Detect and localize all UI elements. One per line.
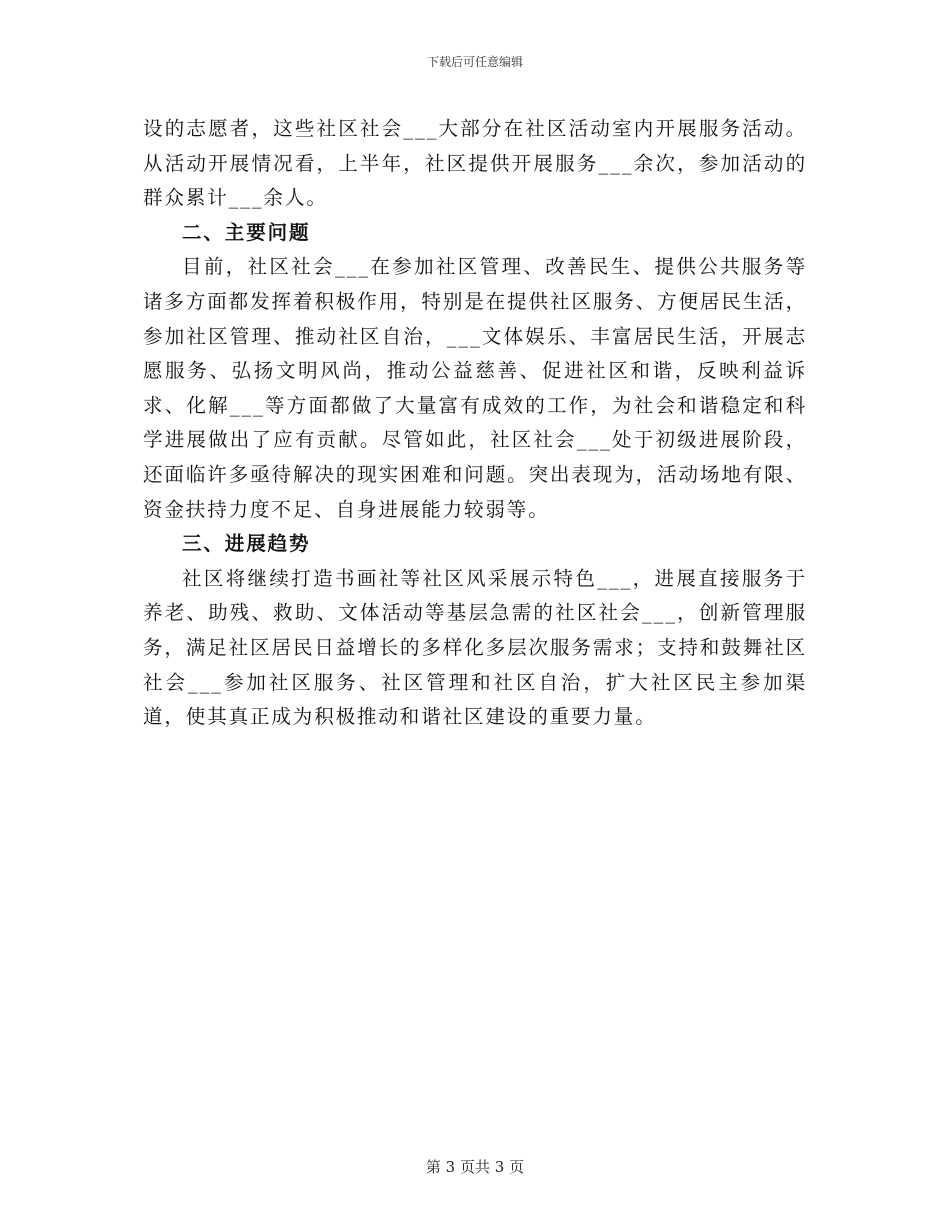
document-body: [143, 112, 807, 735]
paragraph-trends: 社区将继续打造书画社等社区风采展示特色___，进展直接服务于养老、助残、救助、文体活动等基层急需的社区社会___，创新管理服务，满足社区居民日益增长的多样化多层次服务需求；支持和鼓舞社区社会___参加社区服务、社区管理和社区自治，扩大社区民主参加渠道，使其真正成为积极推动和谐社区建设的重要力量。: [143, 566, 807, 729]
section-heading-trends: 三、进展趋势: [182, 532, 311, 556]
paragraph-main-problems: 目前，社区社会___在参加社区管理、改善民生、提供公共服务等诸多方面都发挥着积极作用，特别是在提供社区服务、方便居民生活，参加社区管理、推动社区自治，___文体娱乐、丰富居民生活，开展志愿服务、弘扬文明风尚，推动公益慈善、促进社区和谐，反映利益诉求、化解___等方面都做了大量富有成效的工作，为社会和谐稳定和科学进展做出了应有贡献。尽管如此，社区社会___处于初级进展阶段，还面临许多亟待解决的现实困难和问题。突出表现为，活动场地有限、资金扶持力度不足、自身进展能力较弱等。: [143, 255, 807, 521]
header-note: 下载后可任意编辑: [426, 55, 523, 69]
section-heading-main-problems: 二、主要问题: [182, 220, 311, 244]
page-number-footer: 第 3 页共 3 页: [425, 1158, 525, 1176]
paragraph-volunteers: 设的志愿者，这些社区社会___大部分在社区活动室内开展服务活动。从活动开展情况看，上半年，社区提供开展服务___余次，参加活动的群众累计___余人。: [143, 117, 807, 210]
